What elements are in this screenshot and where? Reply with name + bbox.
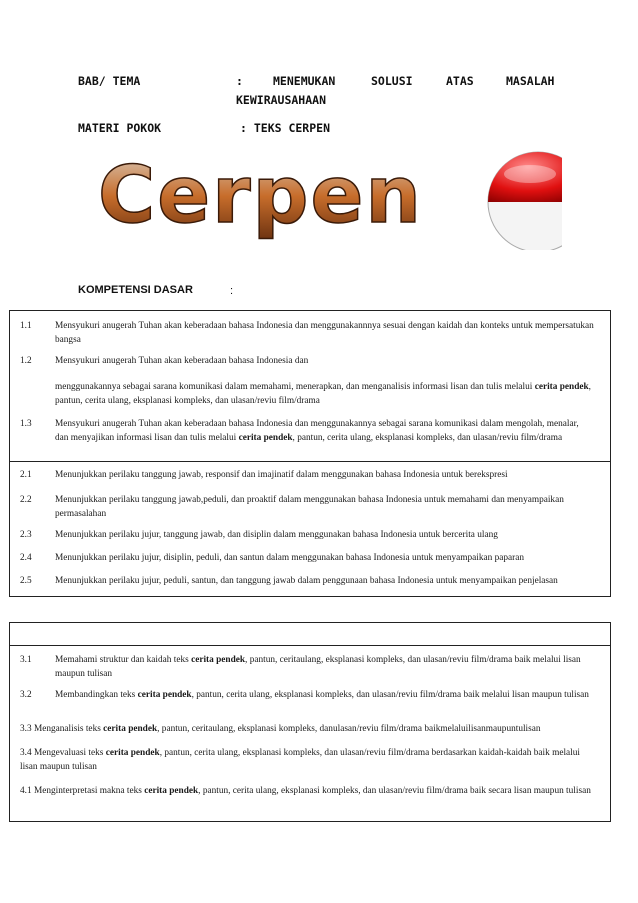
item-number: 3.3 bbox=[20, 724, 32, 734]
kd-box-2 bbox=[9, 461, 611, 597]
item-text: 4.1 Menginterpretasi makna teks cerita pendek, pantun, cerita ulang, eksplanasi kompleks, dan ulasan/reviu film/drama baik secara lisan maupun tulisan bbox=[20, 786, 591, 796]
item-number: 3.4 bbox=[20, 748, 32, 758]
kd-box-4 bbox=[9, 645, 611, 822]
item-number: 1.1 bbox=[20, 321, 32, 331]
item-text: Menunjukkan perilaku tanggung jawab, responsif dan imajinatif dalam menggunakan bahasa Indonesia untuk berekspresi bbox=[55, 470, 508, 480]
kompetensi-label: KOMPETENSI DASAR bbox=[78, 284, 193, 296]
item-text: menggunakannya sebagai sarana komunikasi dalam memahami, menerapkan, dan menganalisis informasi lisan dan tulis melalui cerita pendek, pantun, cerita ulang, eksplanasi kompleks, dan ulasan/reviu film/drama bbox=[55, 382, 591, 406]
cerpen-logo bbox=[90, 150, 562, 250]
bab-colon: : bbox=[236, 74, 243, 88]
item-number: 3.2 bbox=[20, 690, 32, 700]
bab-word-4: MASALAH bbox=[506, 74, 555, 88]
bab-line-2: KEWIRAUSAHAAN bbox=[236, 93, 327, 107]
item-number: 4.1 bbox=[20, 786, 32, 796]
item-number: 2.3 bbox=[20, 530, 32, 540]
logo-text: Cerpen bbox=[98, 151, 423, 241]
item-text: Menunjukkan perilaku jujur, disiplin, peduli, dan santun dalam menggunakan bahasa Indonesia untuk menyampaikan paparan bbox=[55, 553, 524, 563]
item-text: Menunjukkan perilaku jujur, tanggung jawab, dan disiplin dalam menggunakan bahasa Indonesia untuk bercerita ulang bbox=[55, 530, 498, 540]
item-text: Menunjukkan perilaku jujur, peduli, santun, dan tanggung jawab dalam penggunaan bahasa Indonesia untuk menyampaikan penjelasan bbox=[55, 576, 558, 586]
item-number: 1.3 bbox=[20, 419, 32, 429]
bab-label: BAB/ TEMA bbox=[78, 74, 141, 88]
item-text: 3.4 Mengevaluasi teks cerita pendek, pantun, cerita ulang, eksplanasi kompleks, dan ulasan/reviu film/drama berdasarkan kaidah-kaidah baik melalui lisan maupun tulisan bbox=[20, 748, 580, 772]
item-number: 2.5 bbox=[20, 576, 32, 586]
item-text: Mensyukuri anugerah Tuhan akan keberadaan bahasa Indonesia dan menggunakannnya sesuai dengan kaidah dan konteks untuk mempersatukan bangsa bbox=[55, 321, 594, 345]
item-number: 2.4 bbox=[20, 553, 32, 563]
bab-word-1: MENEMUKAN bbox=[273, 74, 336, 88]
bab-word-3: ATAS bbox=[446, 74, 474, 88]
item-number: 3.1 bbox=[20, 655, 32, 665]
kd-box-1 bbox=[9, 310, 611, 462]
item-text: Menunjukkan perilaku tanggung jawab,peduli, dan proaktif dalam menggunakan bahasa Indonesia untuk memahami dan menyampaikan permasalahan bbox=[55, 495, 564, 519]
item-text: Mensyukuri anugerah Tuhan akan keberadaan bahasa Indonesia dan bbox=[55, 356, 309, 366]
item-text: 3.3 Menganalisis teks cerita pendek, pantun, ceritaulang, eksplanasi kompleks, danulasan/reviu film/drama baikmelaluilisanmaupuntulisan bbox=[20, 724, 541, 734]
bab-word-2: SOLUSI bbox=[371, 74, 413, 88]
materi-label: MATERI POKOK bbox=[78, 121, 162, 135]
flag-ball-icon bbox=[488, 152, 562, 250]
kd-box-3-empty bbox=[9, 622, 611, 646]
item-text: Membandingkan teks cerita pendek, pantun, cerita ulang, eksplanasi kompleks, dan ulasan/reviu film/drama baik melalui lisan maupun tulisan bbox=[55, 690, 589, 700]
item-number: 1.2 bbox=[20, 356, 32, 366]
item-text: Mensyukuri anugerah Tuhan akan keberadaan bahasa Indonesia dan menggunakannya sebagai sarana komunikasi dalam mengolah, menalar, dan menyajikan informasi lisan dan tulis melalui cerita pendek, pantun, cerita ulang, eksplanasi kompleks, dan ulasan/reviu film/drama bbox=[55, 419, 579, 443]
item-number: 2.1 bbox=[20, 470, 32, 480]
materi-value: : TEKS CERPEN bbox=[240, 121, 331, 135]
kompetensi-colon: : bbox=[230, 285, 234, 297]
item-text: Memahami struktur dan kaidah teks cerita pendek, pantun, ceritaulang, eksplanasi kompleks, dan ulasan/reviu film/drama baik melalui lisan maupun tulisan bbox=[55, 655, 581, 679]
item-number: 2.2 bbox=[20, 495, 32, 505]
